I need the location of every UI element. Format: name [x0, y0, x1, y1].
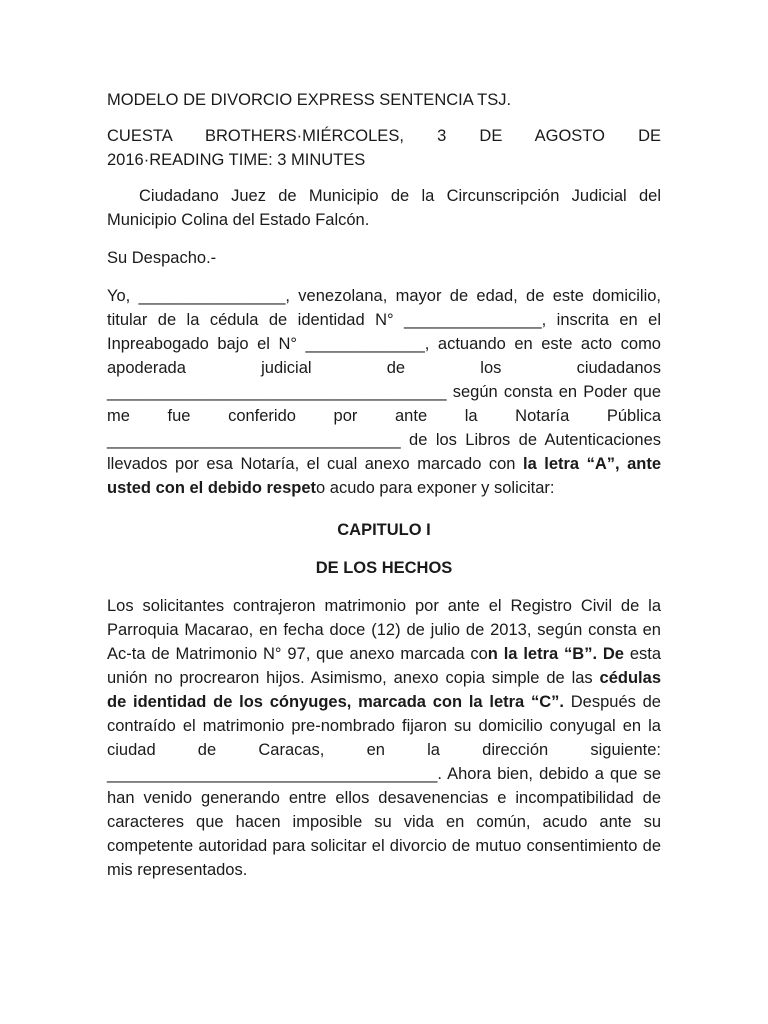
facts-bold-letter-c: cédulas de identidad de los cónyuges, marcada con la letra “C”. — [107, 669, 661, 711]
document-title: MODELO DE DIVORCIO EXPRESS SENTENCIA TSJ. — [107, 91, 512, 109]
intro-paragraph — [107, 284, 661, 500]
facts-bold-letter-b: n la letra “B”. De — [487, 645, 624, 663]
facts-text-1: Los solicitantes contrajeron matrimonio por ante el Registro Civil de la Parroquia Macarao, en fecha doce (12) de julio de 2013, según consta en Ac-ta de Matrimonio N° 97, que anexo marcada co — [107, 597, 661, 663]
chapter-number: CAPITULO I — [337, 521, 431, 539]
document-meta — [107, 124, 661, 172]
chapter-title: DE LOS HECHOS — [315, 559, 453, 577]
intro-bold-letter-a: la letra “A”, ante usted con el debido respet — [107, 455, 662, 497]
meta-line-reading-time: 2016·READING TIME: 3 MINUTES — [107, 151, 366, 169]
meta-line-author-date: CUESTA BROTHERS·MIÉRCOLES, 3 DE AGOSTO DE — [107, 127, 661, 145]
intro-text-1: Yo, ________________, venezolana, mayor de edad, de este domicilio, titular de la cédula de identidad N° _______________, inscrita en el Inpreabogado bajo el N° _____________, actuando en este acto como apoderada judicial de los ciudadanos _____________________________________ según consta en Poder que me fue conferido por ante la Notaría Pública ________________________________ de los Libros de Autenticaciones llevados por esa Notaría, el cual anexo marcado con — [107, 287, 661, 473]
facts-text-3: Después de contraído el matrimonio pre-nombrado fijaron su domicilio conyugal en la ciudad de Caracas, en la dirección siguiente: ____________________________________. Ahora bien, debido a que se han venido generando entre ellos desavenencias e incompatibilidad de caracteres que hacen imposible su vida en común, acudo ante su competente autoridad para solicitar el divorcio de mutuo consentimiento de mis representados. — [107, 693, 661, 879]
salutation: Su Despacho.- — [107, 249, 217, 267]
intro-text-2: o acudo para exponer y solicitar: — [316, 479, 555, 497]
document-page — [107, 88, 661, 882]
addressee: Ciudadano Juez de Municipio de la Circunscripción Judicial del Municipio Colina del Estado Falcón. — [107, 187, 661, 229]
facts-paragraph — [107, 594, 661, 882]
facts-text-2: esta unión no procrearon hijos. Asimismo, anexo copia simple de las — [107, 645, 662, 687]
